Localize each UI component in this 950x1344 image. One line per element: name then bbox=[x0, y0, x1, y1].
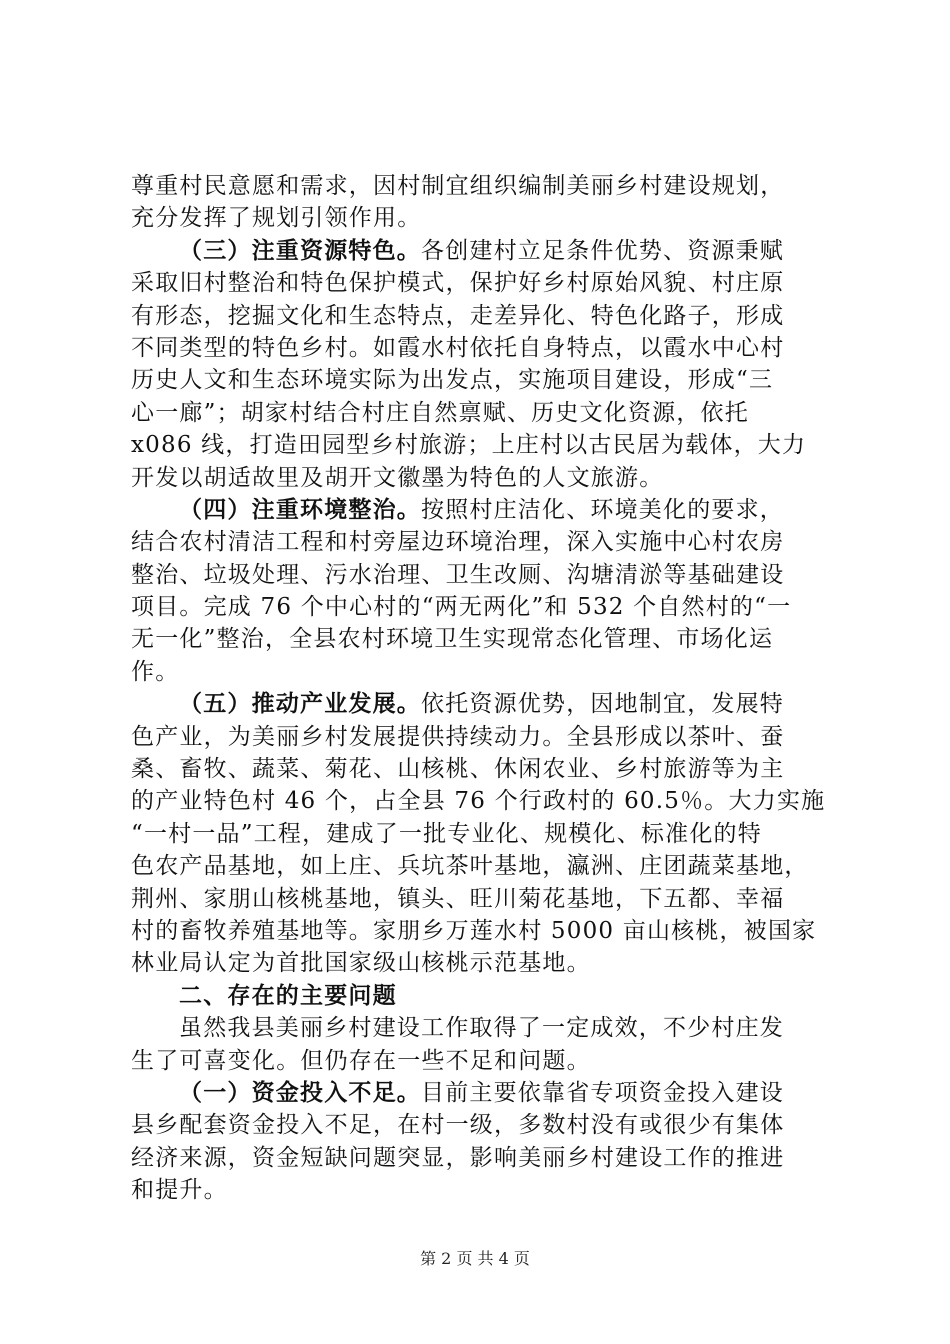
text-line: 项目。完成 76 个中心村的“两无两化”和 532 个自然村的“一 bbox=[131, 594, 792, 621]
text-line: 色产业，为美丽乡村发展提供持续动力。全县形成以茶叶、蚕 bbox=[131, 723, 785, 750]
text-line: 虽然我县美丽乡村建设工作取得了一定成效，不少村庄发 bbox=[179, 1015, 784, 1042]
paragraph-funding bbox=[131, 1077, 831, 1207]
text-line: 采取旧村整治和特色保护模式，保护好乡村原始风貌、村庄原 bbox=[131, 270, 785, 297]
text-line: 尊重村民意愿和需求，因村制宜组织编制美丽乡村建设规划， bbox=[131, 173, 785, 199]
section-heading: （一）资金投入不足。 bbox=[179, 1078, 421, 1106]
text-line: 村的畜牧养殖基地等。家朋乡万莲水村 5000 亩山核桃，被国家 bbox=[131, 917, 817, 944]
text-line: 结合农村清洁工程和村旁屋边环境治理，深入实施中心村农房 bbox=[131, 529, 785, 556]
text-line: 县乡配套资金投入不足，在村一级，多数村没有或很少有集体 bbox=[131, 1112, 785, 1139]
text-run: 目前主要依靠省专项资金投入建设 bbox=[421, 1079, 784, 1106]
text-line: 心一廊”；胡家村结合村庄自然禀赋、历史文化资源，依托 bbox=[131, 399, 749, 426]
page-number: 第 2 页 共 4 页 bbox=[420, 1249, 530, 1268]
section-heading: （三）注重资源特色。 bbox=[179, 236, 421, 264]
section-heading: （五）推动产业发展。 bbox=[179, 690, 421, 718]
section-heading: （四）注重环境整治。 bbox=[179, 495, 421, 523]
text-line: 作。 bbox=[131, 658, 180, 685]
text-line: x086 线，打造田园型乡村旅游；上庄村以古民居为载体，大力 bbox=[131, 432, 807, 459]
text-run: 依托资源优势，因地制宜，发展特 bbox=[421, 691, 784, 718]
paragraph-environment bbox=[131, 494, 831, 688]
body-text bbox=[131, 170, 831, 1207]
first-line bbox=[131, 235, 831, 267]
first-line bbox=[131, 494, 831, 526]
page-footer bbox=[0, 1246, 950, 1269]
text-line: 色农产品基地，如上庄、兵坑茶叶基地，瀛洲、庄团蔬菜基地， bbox=[131, 853, 809, 880]
text-run: 各创建村立足条件优势、资源秉赋 bbox=[421, 237, 784, 264]
text-line: 不同类型的特色乡村。如霞水村依托自身特点，以霞水中心村 bbox=[131, 334, 785, 361]
first-line bbox=[131, 688, 831, 720]
text-line: 的产业特色村 46 个，占全县 76 个行政村的 60.5％。大力实施 bbox=[131, 788, 826, 815]
text-run: 按照村庄洁化、环境美化的要求， bbox=[421, 496, 784, 523]
paragraph-industry bbox=[131, 688, 831, 980]
first-line bbox=[131, 1077, 831, 1109]
text-line: 林业局认定为首批国家级山核桃示范基地。 bbox=[131, 950, 591, 977]
text-line: 生了可喜变化。但仍存在一些不足和问题。 bbox=[131, 1047, 591, 1074]
section-title: 二、存在的主要问题 bbox=[179, 981, 397, 1009]
paragraph-continuation bbox=[131, 170, 831, 235]
text-line: 桑、畜牧、蔬菜、菊花、山核桃、休闲农业、乡村旅游等为主 bbox=[131, 756, 785, 783]
paragraph-intro bbox=[131, 1012, 831, 1077]
text-line: 充分发挥了规划引领作用。 bbox=[131, 205, 422, 232]
text-line: 和提升。 bbox=[131, 1177, 228, 1204]
paragraph-resource-features bbox=[131, 235, 831, 494]
text-line: “一村一品”工程，建成了一批专业化、规模化、标准化的特 bbox=[131, 820, 762, 847]
text-line: 整治、垃圾处理、污水治理、卫生改厕、沟塘清淤等基础建设 bbox=[131, 561, 785, 588]
text-line: 有形态，挖掘文化和生态特点，走差异化、特色化路子，形成 bbox=[131, 302, 785, 329]
text-line: 经济来源，资金短缺问题突显，影响美丽乡村建设工作的推进 bbox=[131, 1144, 785, 1171]
text-line: 历史人文和生态环境实际为出发点，实施项目建设，形成“三 bbox=[131, 367, 774, 394]
text-line: 开发以胡适故里及胡开文徽墨为特色的人文旅游。 bbox=[131, 464, 664, 491]
text-line: 荆州、家朋山核桃基地，镇头、旺川菊花基地，下五都、幸福 bbox=[131, 885, 785, 912]
section-two-heading bbox=[131, 980, 831, 1012]
text-line: 无一化”整治，全县农村环境卫生实现常态化管理、市场化运 bbox=[131, 626, 774, 653]
